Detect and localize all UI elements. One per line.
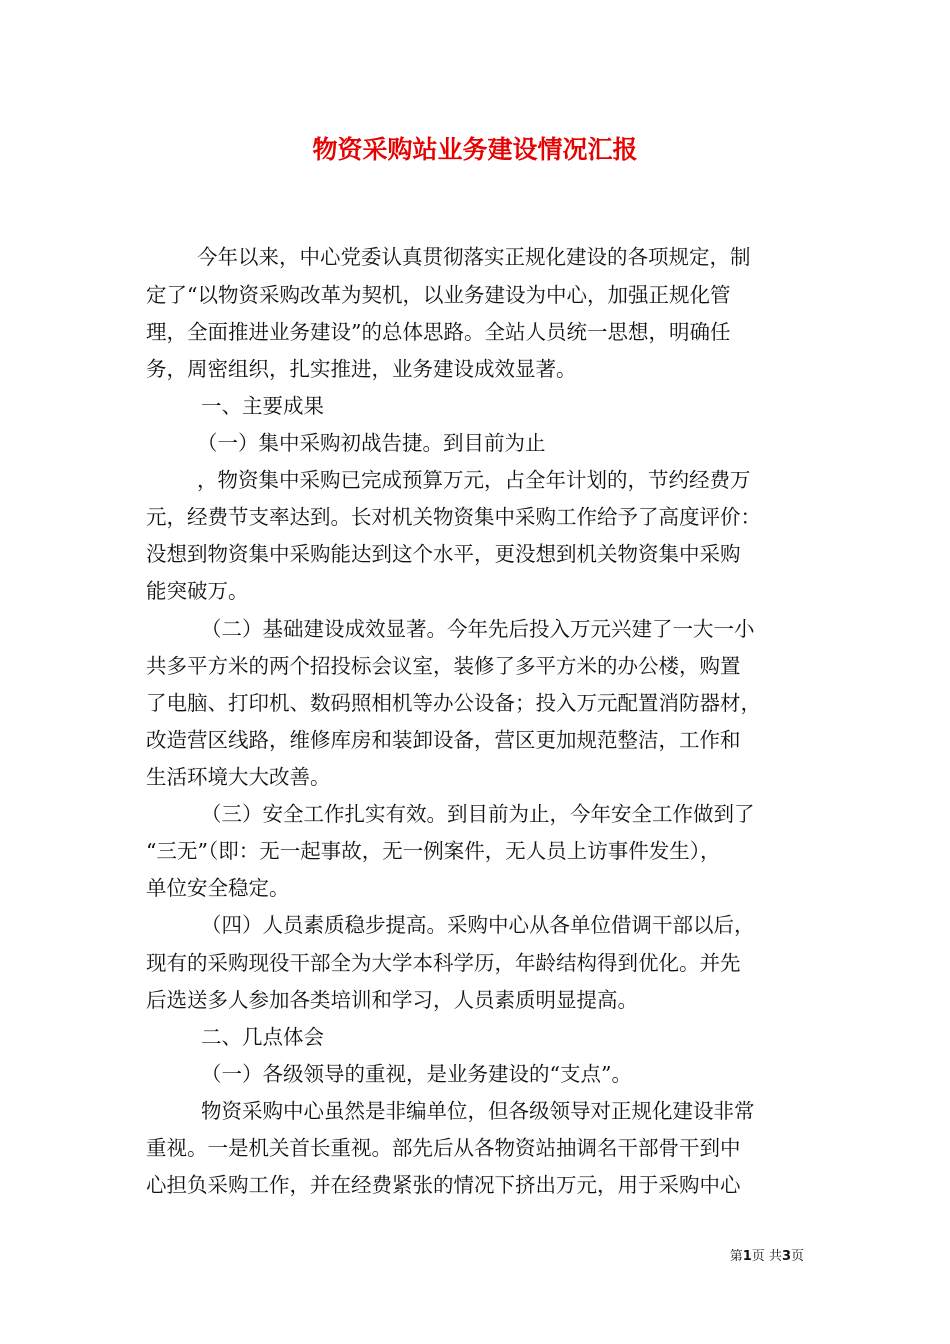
section-heading: 一、主要成果 <box>201 394 324 418</box>
paragraph-line: 了电脑、打印机、数码照相机等办公设备；投入万元配置消防器材， <box>146 691 761 715</box>
paragraph-line: 物资采购中心虽然是非编单位，但各级领导对正规化建设非常 <box>201 1099 755 1123</box>
page-middle: 页 共 <box>751 1249 782 1264</box>
subsection-heading: （一）集中采购初战告捷。到目前为止 <box>197 431 546 455</box>
paragraph-line: 后选送多人参加各类培训和学习，人员素质明显提高。 <box>146 988 638 1012</box>
paragraph-line: 理，全面推进业务建设”的总体思路。全站人员统一思想，明确任 <box>146 320 731 344</box>
paragraph-line: 生活环境大大改善。 <box>146 765 331 789</box>
paragraph-line: 今年以来，中心党委认真贯彻落实正规化建设的各项规定，制 <box>197 245 751 269</box>
section-heading: 二、几点体会 <box>201 1025 324 1049</box>
paragraph-line: 重视。一是机关首长重视。部先后从各物资站抽调名干部骨干到中 <box>146 1136 741 1160</box>
page-prefix: 第 <box>729 1249 743 1264</box>
page-current: 1 <box>742 1249 752 1264</box>
paragraph-line: （三）安全工作扎实有效。到目前为止，今年安全工作做到了 <box>201 802 755 826</box>
paragraph-line: 能突破万。 <box>146 579 249 603</box>
paragraph-line: 元，经费节支率达到。长对机关物资集中采购工作给予了高度评价： <box>146 505 761 529</box>
page-number-footer <box>730 1248 804 1266</box>
paragraph-line: 共多平方米的两个招投标会议室，装修了多平方米的办公楼，购置 <box>146 654 741 678</box>
paragraph-line: （四）人员素质稳步提高。采购中心从各单位借调干部以后， <box>201 913 755 937</box>
paragraph-line: 没想到物资集中采购能达到这个水平，更没想到机关物资集中采购 <box>146 542 741 566</box>
page-total: 3 <box>781 1249 791 1264</box>
paragraph-line: （二）基础建设成效显著。今年先后投入万元兴建了一大一小 <box>201 617 755 641</box>
page-suffix: 页 <box>790 1249 804 1264</box>
paragraph-line: 定了“以物资采购改革为契机，以业务建设为中心，加强正规化管 <box>146 283 731 307</box>
paragraph-line: 单位安全稳定。 <box>146 876 290 900</box>
paragraph-line: “三无”（即：无一起事故，无一例案件，无人员上访事件发生）， <box>146 839 721 863</box>
paragraph-line: 心担负采购工作，并在经费紧张的情况下挤出万元，用于采购中心 <box>146 1173 741 1197</box>
paragraph-line: 改造营区线路，维修库房和装卸设备，营区更加规范整洁，工作和 <box>146 728 741 752</box>
document-title: 物资采购站业务建设情况汇报 <box>312 135 638 164</box>
subsection-heading: （一）各级领导的重视，是业务建设的“支点”。 <box>201 1062 632 1086</box>
paragraph-line: 务，周密组织，扎实推进，业务建设成效显著。 <box>146 357 577 381</box>
paragraph-line: ，物资集中采购已完成预算万元，占全年计划的，节约经费万 <box>197 468 751 492</box>
paragraph-line: 现有的采购现役干部全为大学本科学历，年龄结构得到优化。并先 <box>146 951 741 975</box>
